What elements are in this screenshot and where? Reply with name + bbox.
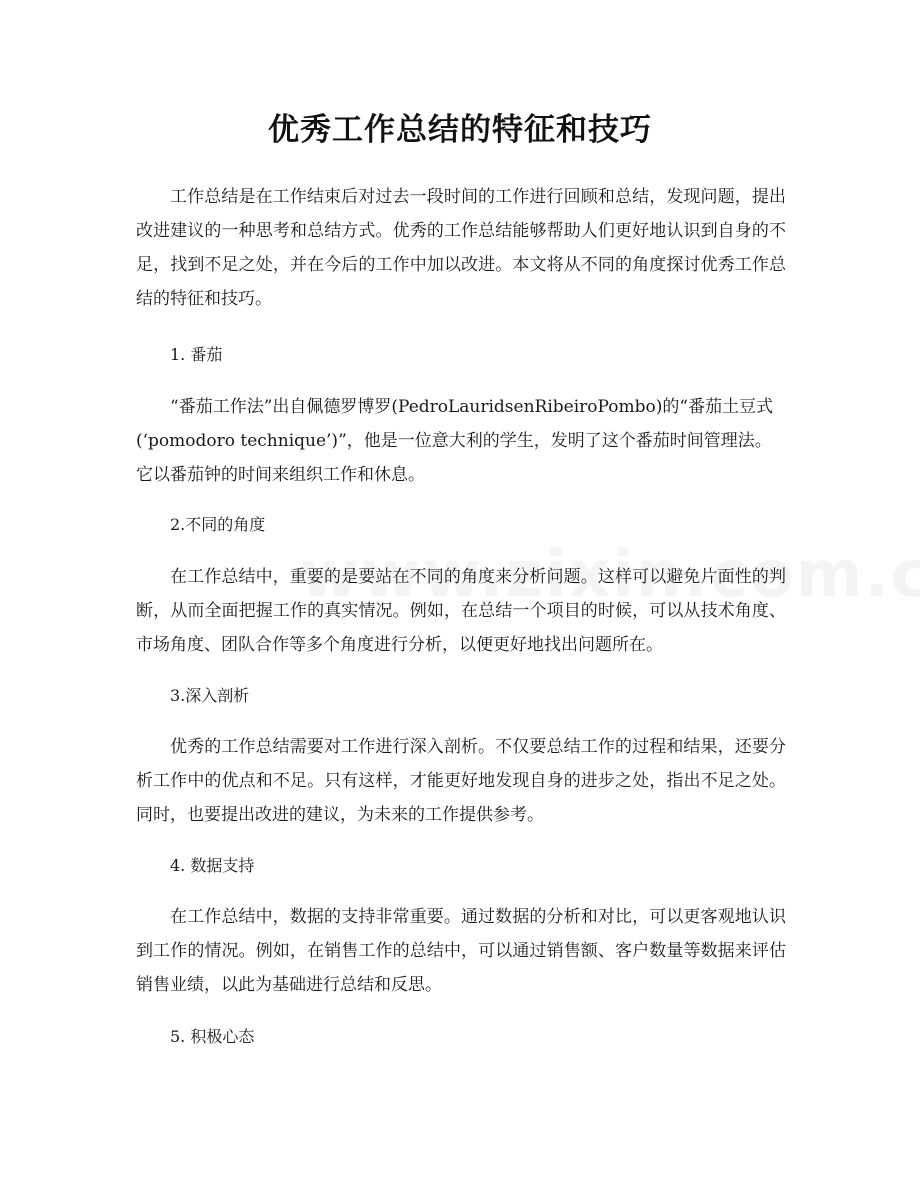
section-heading-3: 3.深入剖析 bbox=[170, 686, 250, 705]
section-heading-2: 2.不同的角度 bbox=[170, 515, 266, 534]
section-body-3: 优秀的工作总结需要对工作进行深入剖析。不仅要总结工作的过程和结果，还要分析工作中的优点和不足。只有这样，才能更好地发现自身的进步之处，指出不足之处。同时，也要提出改进的建议，为未来的工作提供参考。 bbox=[136, 737, 786, 825]
intro-paragraph: 工作总结是在工作结束后对过去一段时间的工作进行回顾和总结，发现问题，提出改进建议的一种思考和总结方式。优秀的工作总结能够帮助人们更好地认识到自身的不足，找到不足之处，并在今后的工作中加以改进。本文将从不同的角度探讨优秀工作总结的特征和技巧。 bbox=[136, 187, 786, 309]
section-body-1 bbox=[170, 390, 790, 424]
section-body-4: 在工作总结中，数据的支持非常重要。通过数据的分析和对比，可以更客观地认识到工作的情况。例如，在销售工作的总结中，可以通过销售额、客户数量等数据来评估销售业绩，以此为基础进行总结和反思。 bbox=[136, 907, 786, 995]
section-heading-1: 1. 番茄 bbox=[170, 345, 223, 364]
section-body-1-line-3: 它以番茄钟的时间来组织工作和休息。 bbox=[136, 465, 425, 485]
section-body-1-line-1: “番茄工作法”出自佩德罗博罗(PedroLauridsenRibeiroPombo)的“番茄土豆式 bbox=[170, 397, 774, 417]
section-heading-5: 5. 积极心态 bbox=[170, 1027, 255, 1046]
document-title: 优秀工作总结的特征和技巧 bbox=[268, 112, 652, 148]
section-body-1-line-2: (‘pomodoro technique’)”，他是一位意大利的学生，发明了这个番茄时间管理法。 bbox=[136, 431, 772, 451]
section-body-2: 在工作总结中，重要的是要站在不同的角度来分析问题。这样可以避免片面性的判断，从而全面把握工作的真实情况。例如，在总结一个项目的时候，可以从技术角度、市场角度、团队合作等多个角度进行分析，以便更好地找出问题所在。 bbox=[136, 567, 786, 655]
section-heading-4: 4. 数据支持 bbox=[170, 856, 255, 875]
section-body-1-cont bbox=[136, 424, 786, 492]
